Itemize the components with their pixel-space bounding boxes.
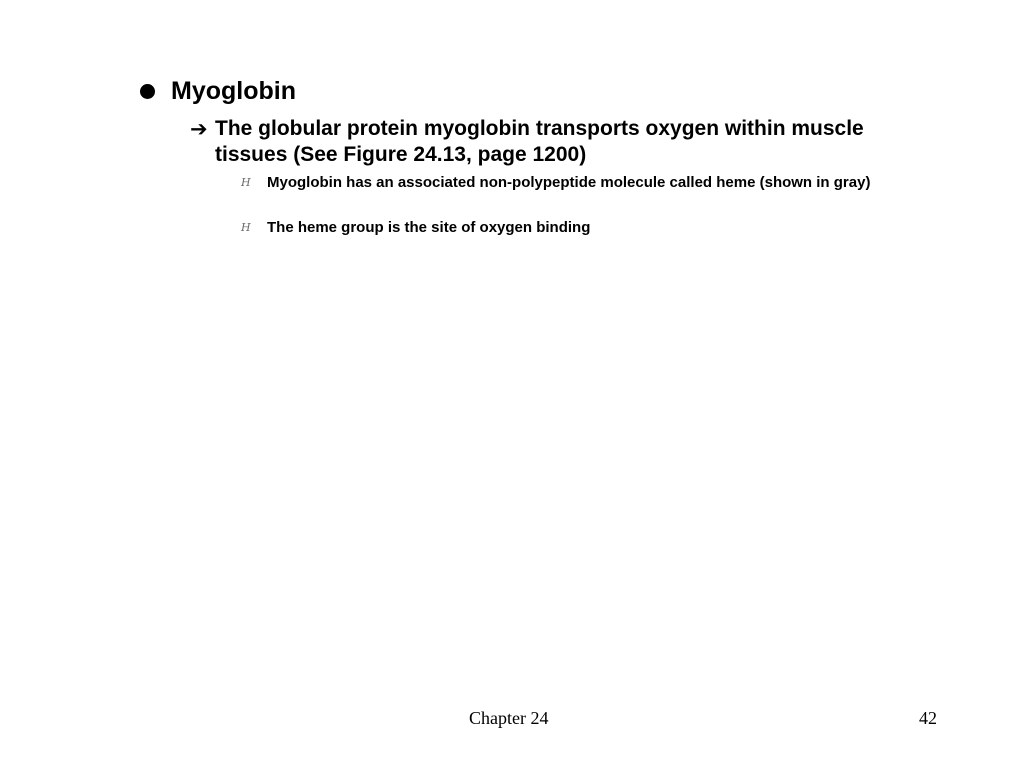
sub-point-text: The globular protein myoglobin transports oxygen within muscle tissues (See Figure 24.13, page 1200) (215, 117, 864, 166)
small-h-bullet-icon: H (241, 221, 251, 234)
bullet-level2 (190, 116, 930, 168)
small-h-bullet-icon: H (241, 176, 251, 189)
bullet-level3-item (240, 218, 910, 237)
detail-text: The heme group is the site of oxygen binding (267, 219, 591, 236)
heading-myoglobin: Myoglobin (171, 77, 296, 105)
bullet-level3-item (240, 173, 910, 192)
filled-circle-bullet-icon (140, 84, 155, 99)
footer-page-number: 42 (919, 708, 937, 728)
footer-chapter: Chapter 24 (469, 708, 549, 728)
bullet-level1 (140, 76, 296, 106)
detail-text: Myoglobin has an associated non-polypeptide molecule called heme (shown in gray) (267, 174, 871, 191)
right-arrow-bullet-icon: ➔ (190, 117, 208, 141)
